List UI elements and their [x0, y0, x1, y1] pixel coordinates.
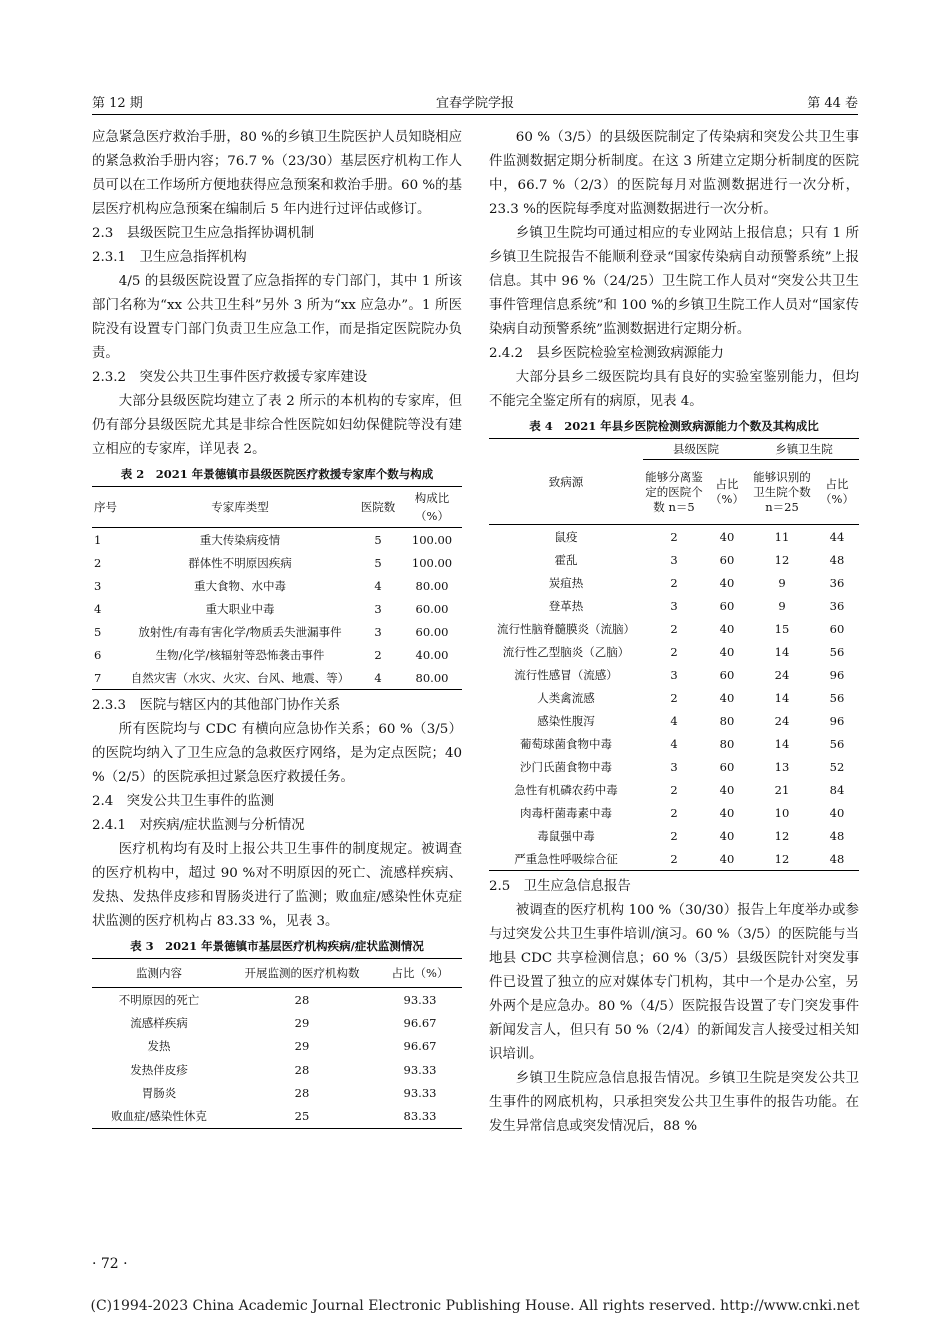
table-row: 3 重大食物、水中毒 4 80.00	[94, 578, 449, 593]
table-row: 沙门氏菌食物中毒 3 60 13 52	[520, 759, 845, 774]
table-row: 急性有机磷农药中毒 2 40 21 84	[514, 782, 845, 797]
col-header: 监测内容	[92, 959, 226, 988]
table-row: 胃肠炎 28 93.33	[141, 1085, 437, 1100]
table-row: 流感样疾病 29 96.67	[130, 1015, 437, 1030]
table-row: 5 放射性/有毒有害化学/物质丢失泄漏事件 3 60.00	[94, 624, 449, 639]
col-header: 能够识别的卫生院个数 n＝25	[749, 460, 815, 525]
col-header: 致病源	[489, 439, 643, 525]
paragraph: 所有医院均与 CDC 有横向应急协作关系；60 %（3/5）的医院均纳入了卫生应急的急救医疗网络，是为定点医院；40 %（2/5）的医院承担过紧急医疗救援任务。	[92, 722, 462, 785]
table-row: 炭疽热 2 40 9 36	[548, 575, 845, 590]
col-header: 开展监测的医疗机构数	[226, 959, 378, 988]
table-4	[489, 438, 859, 871]
paragraph: 被调查的医疗机构 100 %（30/30）报告上年度举办或参与过突发公共卫生事件培训/演习。60 %（3/5）的医院能与当地县 CDC 共享检测信息；60 %（3/5）县级医院针对突发事件已设置了独立的应对媒体专门机构，其中一个是办公室，另外两个是应急办。80 %（4/5）医院报告设置了专门突发事件新闻发言人，但只有 50 %（2/4）的新闻发言人接受过相关知识培训。	[489, 903, 859, 1062]
table-row: 2 群体性不明原因疾病 5 100.00	[94, 555, 453, 570]
group-header: 乡镇卫生院	[749, 439, 859, 460]
section-heading: 2.3 县级医院卫生应急指挥协调机制	[92, 226, 315, 241]
table-row: 1 重大传染病疫情 5 100.00	[94, 532, 453, 547]
table-caption: 表 3 2021 年景德镇市基层医疗机构疾病/症状监测情况	[130, 939, 424, 953]
table-2	[92, 486, 462, 690]
col-header: 占比（%）	[815, 460, 859, 525]
table-row: 登革热 3 60 9 36	[548, 598, 845, 613]
col-header: 医院数	[354, 487, 402, 528]
table-row: 发热伴皮疹 28 93.33	[130, 1062, 437, 1077]
section-heading: 2.4 突发公共卫生事件的监测	[92, 794, 274, 809]
paragraph: 乡镇卫生院应急信息报告情况。乡镇卫生院是突发公共卫生事件的网底机构，只承担突发公共卫生事件的报告功能。在发生异常信息或突发情况后，88 %	[489, 1071, 859, 1134]
table-row: 鼠疫 2 40 11 44	[554, 529, 845, 544]
subsection-heading: 2.3.1 卫生应急指挥机构	[92, 250, 247, 265]
paragraph: 医疗机构均有及时上报公共卫生事件的制度规定。被调查的医疗机构中，超过 90 %对不明原因的死亡、流感样疾病、发热、发热伴皮疹和胃肠炎进行了监测；败血症/感染性休克症状监测的医疗机构占 83.33 %，见表 3。	[92, 842, 462, 929]
table-row: 葡萄球菌食物中毒 4 80 14 56	[520, 736, 845, 751]
col-header: 能够分离鉴定的医院个数 n＝5	[643, 460, 705, 525]
table-row: 流行性感冒（流感） 3 60 24 96	[514, 667, 845, 682]
left-column	[92, 126, 462, 1129]
subsection-heading: 2.4.1 对疾病/症状监测与分析情况	[92, 818, 305, 833]
table-row: 6 生物/化学/核辐射等恐怖袭击事件 2 40.00	[94, 647, 449, 662]
col-header: 构成比 （%）	[402, 487, 462, 528]
col-header: 占比（%）	[378, 959, 462, 988]
table-row: 不明原因的死亡 28 93.33	[118, 992, 437, 1007]
paragraph: 60 %（3/5）的县级医院制定了传染病和突发公共卫生事件监测数据定期分析制度。在这 3 所建立定期分析制度的医院中，66.7 %（2/3）的医院每月对监测数据进行一次分析，23.3 %的医院每季度对监测数据进行一次分析。	[489, 130, 859, 217]
col-header: 序号	[92, 487, 126, 528]
table-row: 流行性乙型脑炎（乙脑） 2 40 14 56	[502, 644, 845, 659]
table-row: 流行性脑脊髓膜炎（流脑） 2 40 15 60	[497, 621, 845, 636]
copyright-line: (C)1994-2023 China Academic Journal Electronic Publishing House. All rights reserved. http://www.cnki.net	[90, 1298, 860, 1314]
header-rule	[92, 114, 858, 115]
table-caption: 表 2 2021 年景德镇市县级医院医疗救援专家库个数与构成	[120, 467, 434, 481]
table-row: 霍乱 3 60 12 48	[554, 552, 845, 567]
col-header: 专家库类型	[126, 487, 354, 528]
table-row: 7 自然灾害（水灾、火灾、台风、地震、等） 4 80.00	[92, 666, 462, 690]
subsection-heading: 2.3.3 医院与辖区内的其他部门协作关系	[92, 698, 341, 713]
page-number: · 72 ·	[92, 1256, 128, 1272]
header-issue: 第 12 期	[92, 96, 143, 111]
table-row: 严重急性呼吸综合征 2 40 12 48	[489, 847, 859, 871]
group-header: 县级医院	[643, 439, 749, 460]
table-row: 毒鼠强中毒 2 40 12 48	[537, 828, 845, 843]
col-header: 占比（%）	[705, 460, 749, 525]
subsection-heading: 2.4.2 县乡医院检验室检测致病源能力	[489, 346, 724, 361]
right-column	[489, 126, 859, 1139]
header-volume: 第 44 卷	[807, 96, 858, 111]
table-row: 感染性腹泻 4 80 24 96	[537, 713, 845, 728]
table-3	[92, 958, 462, 1129]
section-heading: 2.5 卫生应急信息报告	[489, 879, 631, 894]
subsection-heading: 2.3.2 突发公共卫生事件医疗救援专家库建设	[92, 370, 368, 385]
paragraph: 大部分县乡二级医院均具有良好的实验室鉴别能力，但均不能完全鉴定所有的病原，见表 4。	[489, 370, 859, 409]
table-row: 败血症/感染性休克 25 83.33	[92, 1104, 462, 1128]
table-caption: 表 4 2021 年县乡医院检测致病源能力个数及其构成比	[529, 419, 819, 433]
table-row: 4 重大职业中毒 3 60.00	[94, 601, 449, 616]
table-row: 人类禽流感 2 40 14 56	[537, 690, 845, 705]
paragraph: 应急紧急医疗救治手册，80 %的乡镇卫生院医护人员知晓相应的紧急救治手册内容；76.7 %（23/30）基层医疗机构工作人员可以在工作场所方便地获得应急预案和救治手册。60 %的基层医疗机构应急预案在编制后 5 年内进行过评估或修订。	[92, 130, 462, 217]
paragraph: 大部分县级医院均建立了表 2 所示的本机构的专家库，但仍有部分县级医院尤其是非综合性医院如妇幼保健院等没有建立相应的专家库，详见表 2。	[92, 394, 462, 457]
table-row: 发热 29 96.67	[147, 1039, 437, 1054]
paragraph: 4/5 的县级医院设置了应急指挥的专门部门，其中 1 所该部门名称为“xx 公共卫生科”另外 3 所为“xx 应急办”。1 所医院没有设置专门部门负责卫生应急工作，而是指定医院院办负责。	[92, 274, 462, 361]
table-row: 肉毒杆菌毒素中毒 2 40 10 40	[520, 805, 845, 820]
header-journal: 宜春学院学报	[435, 96, 514, 111]
paragraph: 乡镇卫生院均可通过相应的专业网站上报信息；只有 1 所乡镇卫生院报告不能顺利登录“国家传染病自动预警系统”上报信息。其中 96 %（24/25）卫生院工作人员对“突发公共卫生事件管理信息系统”和 100 %的乡镇卫生院工作人员对“国家传染病自动预警系统”监测数据进行定期分析。	[489, 226, 859, 337]
